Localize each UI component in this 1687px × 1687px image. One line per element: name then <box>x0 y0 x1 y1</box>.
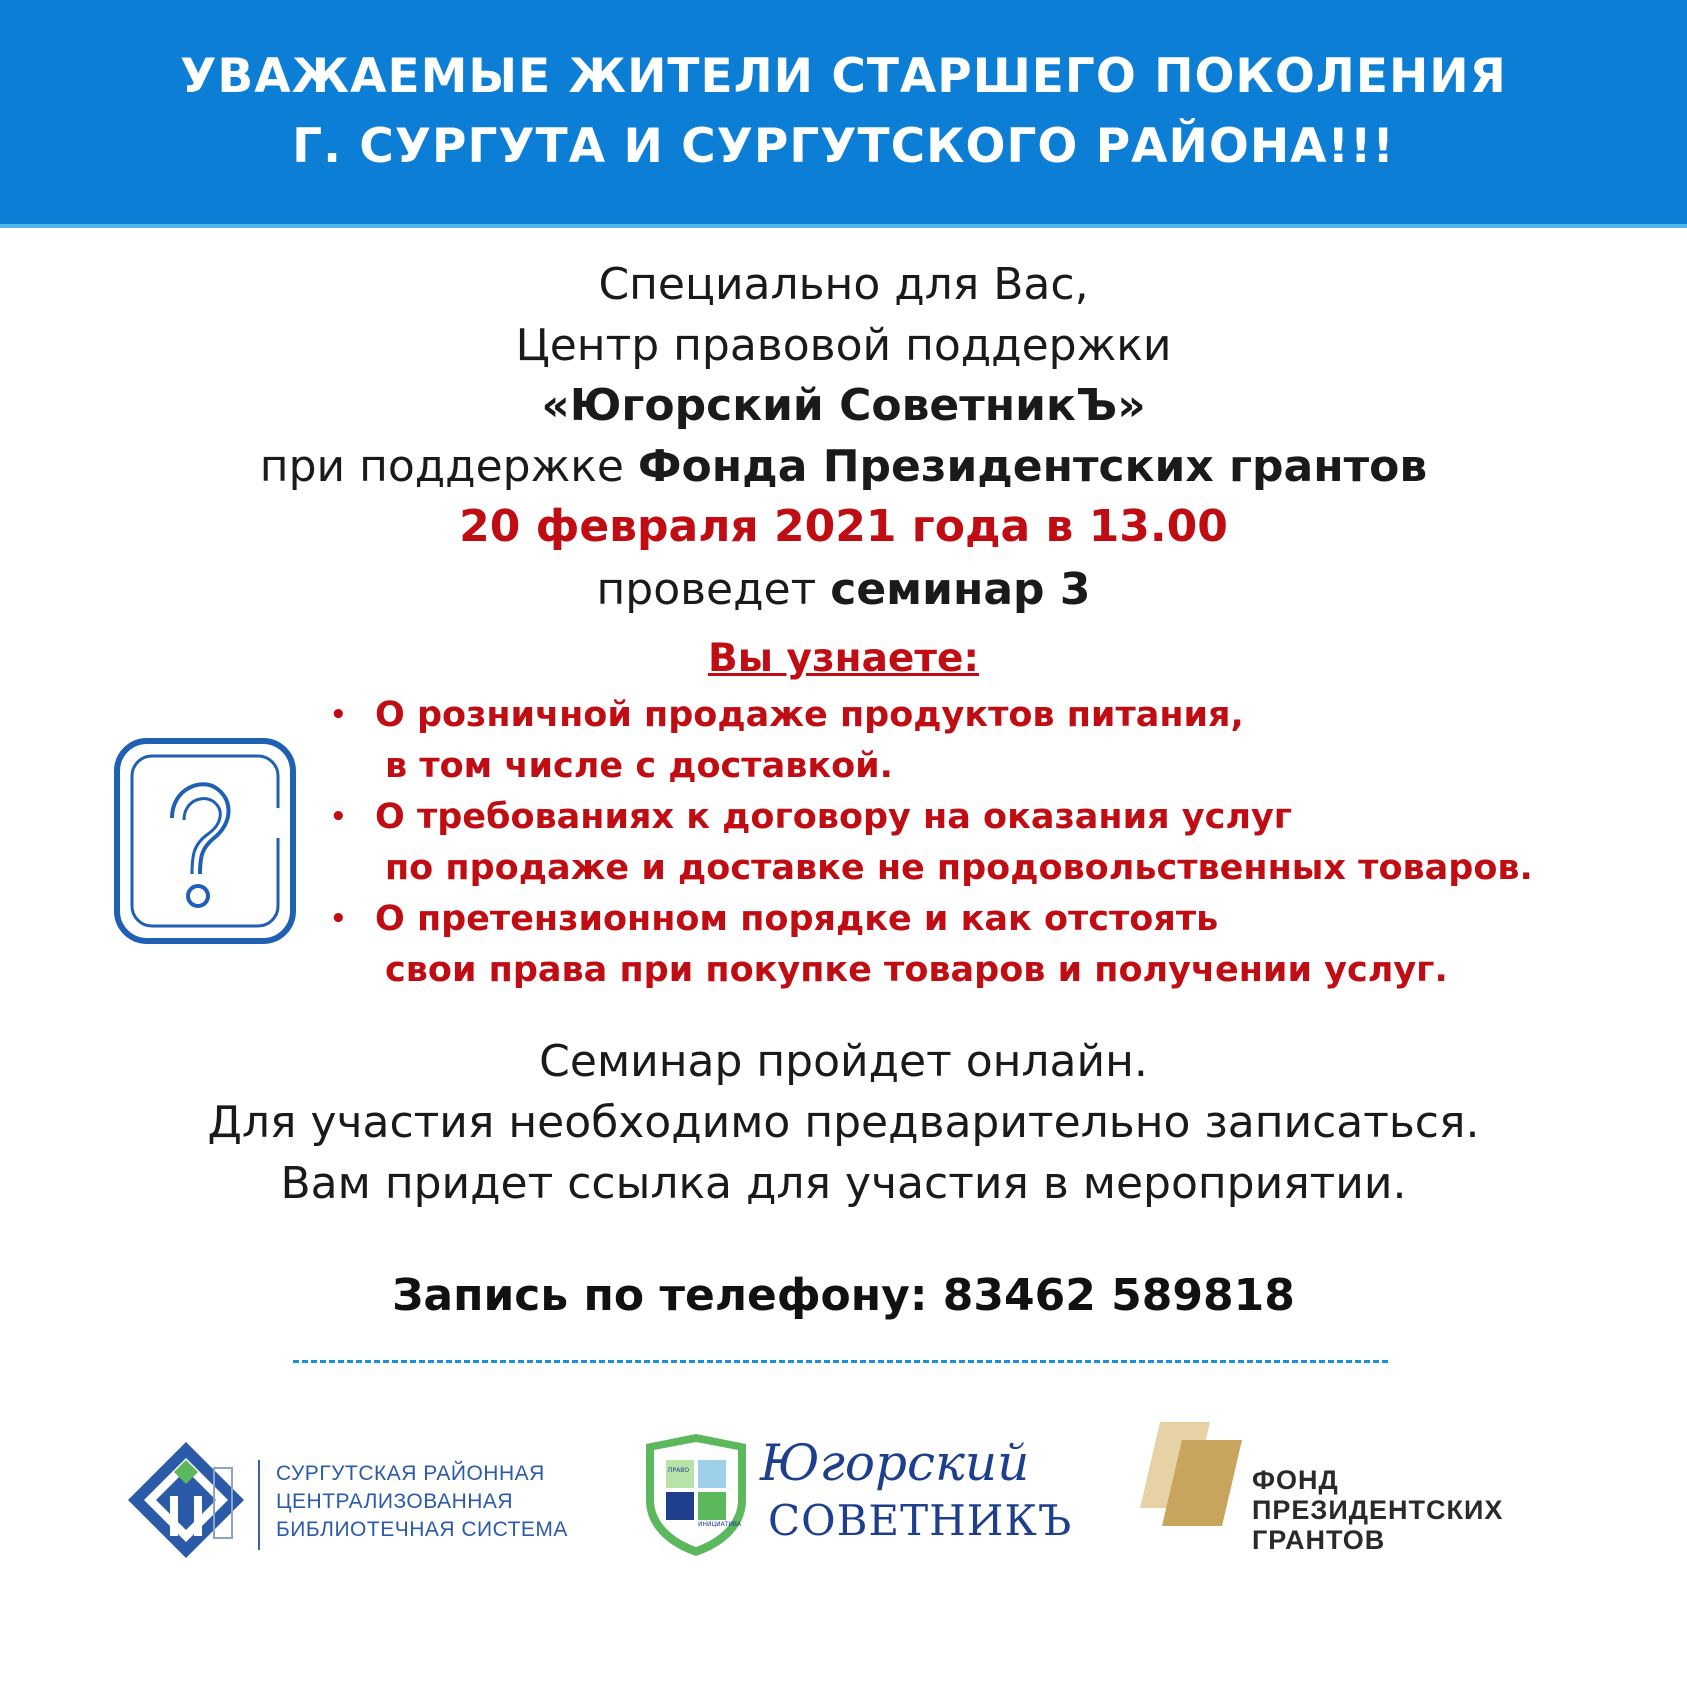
header-line-2: Г. СУРГУТА И СУРГУТСКОГО РАЙОНА!!! <box>292 119 1395 174</box>
seminar-number: семинар 3 <box>830 564 1091 615</box>
fund-line-1: ФОНД <box>1252 1465 1339 1495</box>
sovetnik-line-1: Югорский <box>760 1434 1030 1492</box>
dashed-divider <box>293 1360 1388 1363</box>
will-hold-text: проведет <box>596 564 817 615</box>
fund-logo-text <box>1252 1465 1503 1555</box>
learn-item-line-2: по продаже и доставке не продовольственных товаров. <box>385 848 1533 888</box>
sovetnik-line-2: СОВЕТНИКЪ <box>768 1496 1073 1545</box>
fund-line-3: ГРАНТОВ <box>1252 1525 1386 1555</box>
sovetnik-logo <box>640 1430 1073 1570</box>
shield-puzzle-icon <box>640 1430 752 1560</box>
intro-line-1: Специально для Вас, <box>598 259 1089 310</box>
learn-item <box>330 690 1533 792</box>
learn-item-line-2: в том числе с доставкой. <box>385 746 893 786</box>
learn-item-line-2: свои права при покупке товаров и получении услуг. <box>385 950 1448 990</box>
learn-item-line-1: О розничной продаже продуктов питания, <box>375 695 1244 735</box>
seminar-line <box>0 560 1687 620</box>
org-name: «Югорский СоветникЪ» <box>541 380 1146 431</box>
learn-item <box>330 792 1533 894</box>
phone-line: Запись по телефону: 83462 589818 <box>392 1270 1295 1321</box>
support-fund: Фонда Президентских грантов <box>637 441 1428 492</box>
online-line-3: Вам придет ссылка для участия в мероприятии. <box>280 1158 1407 1209</box>
puzzle-word-2: ИНИЦИАТИВА <box>698 1521 742 1528</box>
intro-line-2: Центр правовой поддержки <box>515 320 1172 371</box>
library-emblem-icon <box>126 1440 246 1560</box>
library-line-2: ЦЕНТРАЛИЗОВАННАЯ <box>276 1490 514 1513</box>
library-line-3: БИБЛИОТЕЧНАЯ СИСТЕМА <box>276 1518 568 1541</box>
puzzle-word-1: ПРАВО <box>668 1467 690 1474</box>
question-mark-icon <box>114 738 296 944</box>
date-time: 20 февраля 2021 года в 13.00 <box>459 501 1228 552</box>
fund-logo <box>1130 1420 1580 1570</box>
fund-line-2: ПРЕЗИДЕНТСКИХ <box>1252 1495 1504 1525</box>
header-line-1: УВАЖАЕМЫЕ ЖИТЕЛИ СТАРШЕГО ПОКОЛЕНИЯ <box>180 49 1507 104</box>
learn-list <box>330 690 1533 996</box>
library-logo <box>126 1440 626 1560</box>
learn-item-line-1: О претензионном порядке и как отстоять <box>375 899 1219 939</box>
fund-emblem-icon <box>1130 1420 1250 1530</box>
library-line-1: СУРГУТСКАЯ РАЙОННАЯ <box>276 1462 545 1485</box>
learn-item <box>330 894 1533 996</box>
library-logo-text <box>276 1460 568 1544</box>
online-line-2: Для участия необходимо предварительно записаться. <box>207 1097 1480 1148</box>
learn-item-line-1: О требованиях к договору на оказания услуг <box>375 797 1293 837</box>
learn-title: Вы узнаете: <box>707 636 980 681</box>
support-line <box>0 437 1687 497</box>
support-prefix: при поддержке <box>259 441 624 492</box>
online-line-1: Семинар пройдет онлайн. <box>539 1036 1148 1087</box>
header-banner <box>0 0 1687 228</box>
library-logo-divider <box>258 1460 260 1550</box>
